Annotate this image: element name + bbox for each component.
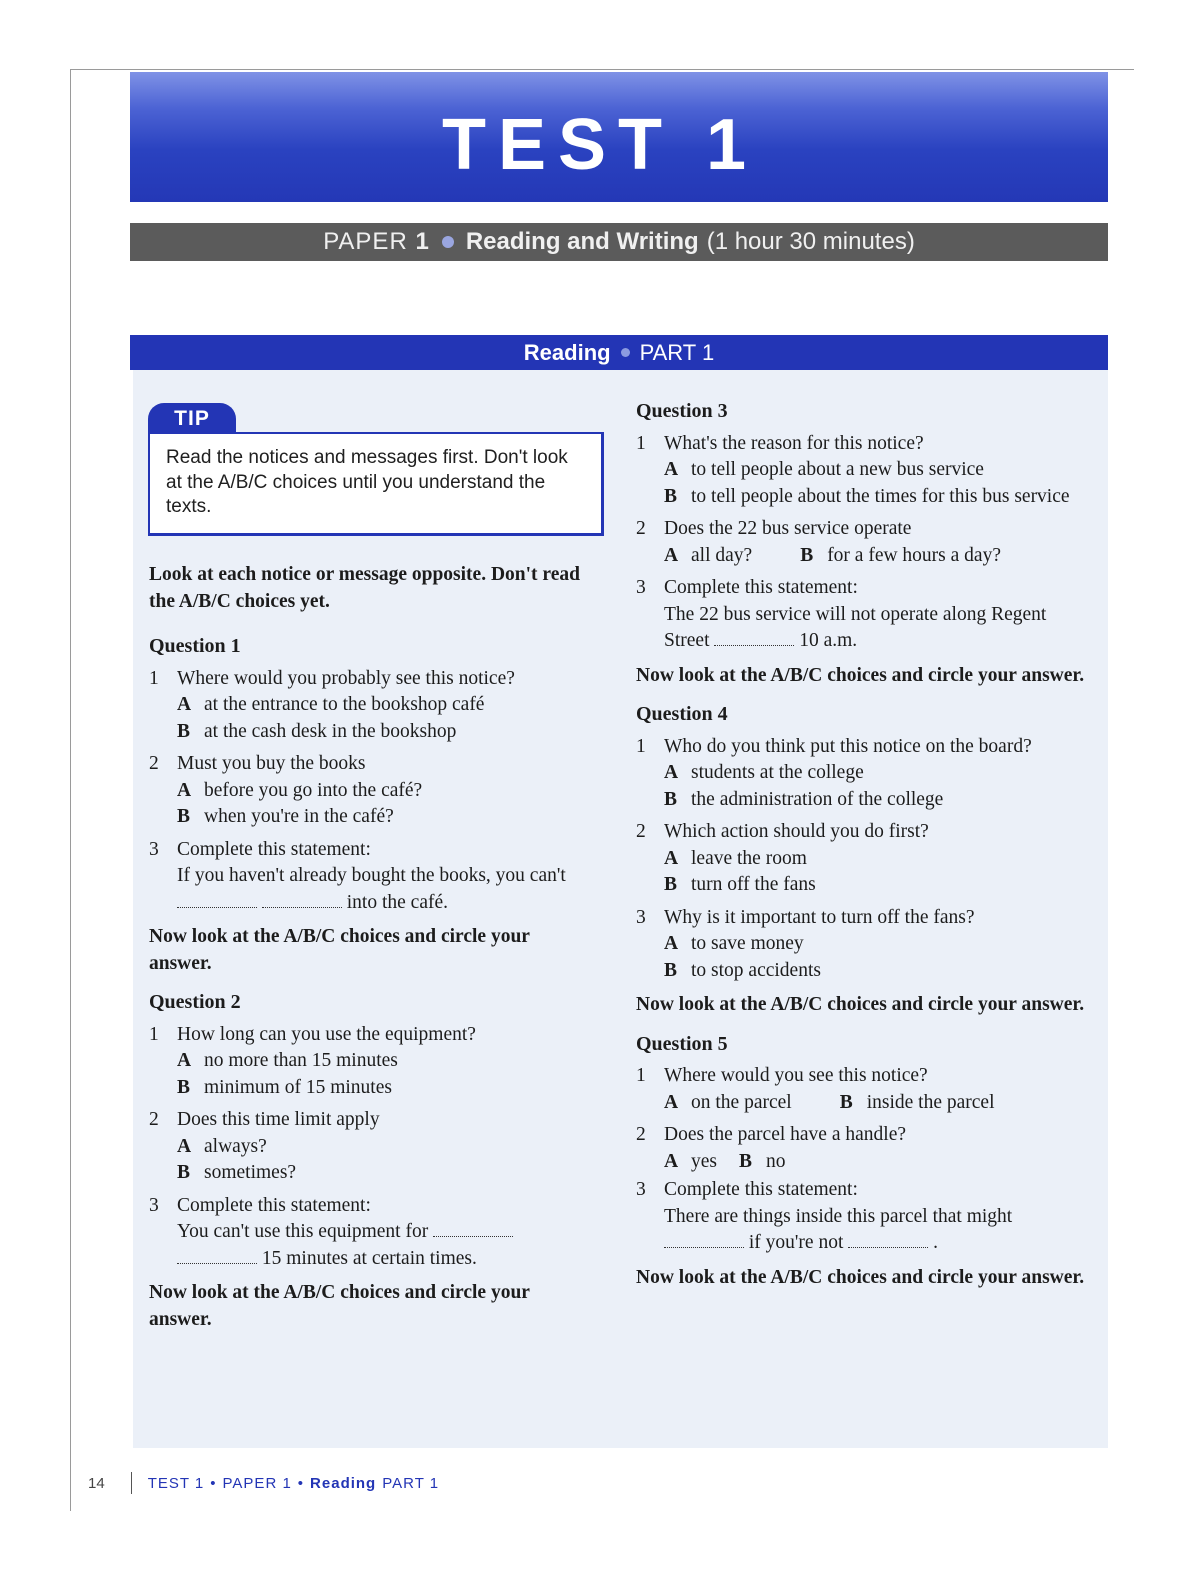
question-item bbox=[149, 1107, 589, 1187]
question-heading: Question 1 bbox=[149, 635, 241, 657]
left-column bbox=[149, 562, 589, 1333]
question-heading: Question 4 bbox=[636, 703, 728, 725]
question-item bbox=[149, 751, 589, 831]
now-look-instruction: Now look at the A/B/C choices and circle your answer. bbox=[636, 994, 1085, 1015]
item-text: Complete this statement: bbox=[664, 1179, 858, 1200]
item-text: Which action should you do first? bbox=[664, 821, 929, 842]
item-text: Does the 22 bus service operate bbox=[664, 518, 912, 539]
option-b: minimum of 15 minutes bbox=[204, 1076, 392, 1098]
section-name: Reading bbox=[523, 339, 611, 365]
option-a: students at the college bbox=[691, 762, 864, 783]
item-number: 3 bbox=[636, 577, 646, 598]
bullet-icon: • bbox=[210, 1474, 217, 1492]
option-letter: B bbox=[664, 959, 678, 981]
item-text: Does this time limit apply bbox=[177, 1109, 380, 1130]
question-item bbox=[149, 666, 589, 746]
statement-part: If you haven't already bought the books, you can't bbox=[177, 865, 566, 886]
item-number: 2 bbox=[636, 1124, 646, 1145]
question-heading: Question 5 bbox=[636, 1032, 728, 1055]
option-letter: A bbox=[664, 544, 679, 566]
footer-paper: PAPER 1 bbox=[222, 1474, 292, 1492]
footer-test: TEST 1 bbox=[147, 1474, 205, 1492]
item-number: 3 bbox=[636, 1179, 646, 1200]
footer-section: Reading bbox=[310, 1474, 377, 1492]
option-b: the administration of the college bbox=[691, 788, 944, 810]
item-text: Must you buy the books bbox=[177, 753, 366, 774]
item-text: Where would you probably see this notice? bbox=[177, 667, 515, 689]
option-letter: A bbox=[664, 933, 679, 954]
now-look-instruction: Now look at the A/B/C choices and circle your answer. bbox=[149, 926, 530, 974]
item-number: 1 bbox=[149, 667, 159, 689]
item-number: 2 bbox=[636, 518, 646, 539]
paper-name: Reading and Writing bbox=[465, 228, 699, 255]
statement-part: You can't use this equipment for bbox=[177, 1221, 429, 1242]
page-footer bbox=[88, 1472, 439, 1494]
item-number: 2 bbox=[149, 1109, 159, 1130]
paper-label bbox=[323, 228, 430, 256]
item-number: 3 bbox=[636, 906, 646, 928]
item-number: 3 bbox=[149, 838, 159, 860]
item-number: 3 bbox=[149, 1194, 159, 1216]
option-b: sometimes? bbox=[204, 1162, 297, 1183]
paper-banner bbox=[130, 223, 1108, 261]
option-a: to save money bbox=[691, 933, 804, 954]
option-letter: B bbox=[800, 544, 814, 566]
option-b: no bbox=[766, 1150, 786, 1172]
intro-instruction: Look at each notice or message opposite. Don't read the A/B/C choices yet. bbox=[149, 564, 580, 612]
question-item bbox=[636, 734, 1096, 814]
question-item bbox=[636, 431, 1096, 511]
option-a: on the parcel bbox=[691, 1091, 792, 1113]
item-number: 1 bbox=[636, 735, 646, 757]
option-b: when you're in the café? bbox=[204, 806, 394, 827]
footer-divider bbox=[131, 1472, 132, 1494]
option-letter: A bbox=[664, 459, 679, 480]
question-item bbox=[636, 1122, 1096, 1175]
question-item bbox=[636, 575, 1096, 655]
statement-part: 10 a.m. bbox=[799, 630, 858, 651]
answer-blank[interactable] bbox=[433, 1222, 513, 1237]
answer-blank[interactable] bbox=[177, 1249, 257, 1264]
tip-box bbox=[148, 432, 604, 536]
answer-blank[interactable] bbox=[262, 893, 342, 908]
item-number: 2 bbox=[149, 753, 159, 774]
option-letter: B bbox=[664, 788, 678, 810]
question-item bbox=[636, 819, 1096, 899]
section-bar bbox=[130, 335, 1108, 370]
option-a: before you go into the café? bbox=[204, 779, 423, 801]
item-text: Complete this statement: bbox=[177, 1194, 371, 1216]
item-text: How long can you use the equipment? bbox=[177, 1023, 476, 1045]
option-letter: A bbox=[664, 1091, 679, 1113]
question-item bbox=[149, 1022, 589, 1102]
answer-blank[interactable] bbox=[664, 1233, 744, 1248]
answer-blank[interactable] bbox=[714, 631, 794, 646]
right-column bbox=[636, 398, 1096, 1291]
option-letter: A bbox=[177, 779, 192, 801]
statement-part: . bbox=[933, 1232, 938, 1253]
option-letter: A bbox=[664, 1150, 679, 1172]
statement-part: The 22 bus service will not operate along Regent Street bbox=[664, 603, 1047, 651]
question-item bbox=[636, 516, 1096, 569]
option-letter: A bbox=[664, 847, 679, 869]
left-rule bbox=[70, 69, 71, 1511]
option-b: for a few hours a day? bbox=[827, 544, 1001, 566]
item-number: 1 bbox=[149, 1023, 159, 1045]
tip-label: TIP bbox=[148, 403, 236, 435]
statement-part: if you're not bbox=[748, 1232, 844, 1253]
option-letter: B bbox=[739, 1150, 753, 1172]
paper-number: 1 bbox=[415, 228, 430, 255]
option-b: to stop accidents bbox=[691, 959, 821, 981]
option-letter: B bbox=[177, 720, 191, 742]
question-heading: Question 2 bbox=[149, 991, 241, 1013]
option-letter: B bbox=[664, 485, 678, 507]
option-letter: A bbox=[177, 1135, 192, 1157]
paper-label-text: PAPER bbox=[323, 228, 408, 255]
question-item bbox=[149, 837, 589, 917]
page-number: 14 bbox=[88, 1474, 105, 1492]
bullet-icon bbox=[621, 348, 630, 357]
bullet-icon: • bbox=[297, 1474, 305, 1492]
footer-part: PART 1 bbox=[382, 1474, 440, 1492]
question-item bbox=[149, 1193, 589, 1273]
now-look-instruction: Now look at the A/B/C choices and circle your answer. bbox=[149, 1282, 530, 1330]
item-text: Why is it important to turn off the fans? bbox=[664, 906, 975, 928]
option-a: always? bbox=[204, 1135, 267, 1157]
statement-part: into the café. bbox=[346, 891, 448, 913]
item-text: Where would you see this notice? bbox=[664, 1065, 928, 1086]
option-a: all day? bbox=[691, 544, 753, 566]
option-a: at the entrance to the bookshop café bbox=[204, 694, 485, 715]
option-a: no more than 15 minutes bbox=[204, 1050, 398, 1071]
statement-part: There are things inside this parcel that might bbox=[664, 1205, 1013, 1227]
option-letter: B bbox=[177, 1076, 191, 1098]
option-a: leave the room bbox=[691, 847, 807, 869]
question-item bbox=[636, 1063, 1096, 1116]
top-rule bbox=[70, 69, 1134, 70]
item-number: 1 bbox=[636, 1065, 646, 1086]
question-heading: Question 3 bbox=[636, 400, 728, 422]
item-number: 1 bbox=[636, 432, 646, 454]
item-number: 2 bbox=[636, 821, 646, 842]
option-letter: B bbox=[664, 874, 678, 895]
item-text: Complete this statement: bbox=[664, 577, 858, 598]
option-a: yes bbox=[691, 1150, 717, 1172]
option-letter: B bbox=[177, 1162, 191, 1183]
option-letter: A bbox=[177, 694, 192, 715]
paper-duration: (1 hour 30 minutes) bbox=[706, 228, 915, 255]
option-letter: A bbox=[664, 762, 679, 783]
question-item bbox=[636, 905, 1096, 985]
item-text: Does the parcel have a handle? bbox=[664, 1124, 906, 1145]
option-b: to tell people about the times for this bus service bbox=[691, 485, 1070, 507]
option-b: at the cash desk in the bookshop bbox=[204, 720, 457, 742]
section-part: PART 1 bbox=[639, 339, 715, 365]
tip-text: Read the notices and messages first. Don't look at the A/B/C choices until you understand the texts. bbox=[166, 447, 568, 517]
option-letter: B bbox=[177, 806, 191, 827]
page-title: TEST 1 bbox=[441, 105, 759, 185]
answer-blank[interactable] bbox=[177, 893, 257, 908]
question-item bbox=[636, 1177, 1096, 1257]
now-look-instruction: Now look at the A/B/C choices and circle your answer. bbox=[636, 664, 1085, 686]
option-letter: B bbox=[839, 1091, 853, 1113]
item-text: What's the reason for this notice? bbox=[664, 432, 924, 454]
bullet-icon bbox=[442, 236, 454, 248]
answer-blank[interactable] bbox=[848, 1233, 928, 1248]
statement-part: 15 minutes at certain times. bbox=[261, 1247, 477, 1269]
option-b: inside the parcel bbox=[866, 1091, 995, 1113]
option-b: turn off the fans bbox=[691, 874, 816, 895]
item-text: Complete this statement: bbox=[177, 838, 371, 860]
option-letter: A bbox=[177, 1050, 192, 1071]
item-text: Who do you think put this notice on the board? bbox=[664, 735, 1032, 757]
now-look-instruction: Now look at the A/B/C choices and circle your answer. bbox=[636, 1266, 1085, 1288]
option-a: to tell people about a new bus service bbox=[691, 459, 984, 480]
